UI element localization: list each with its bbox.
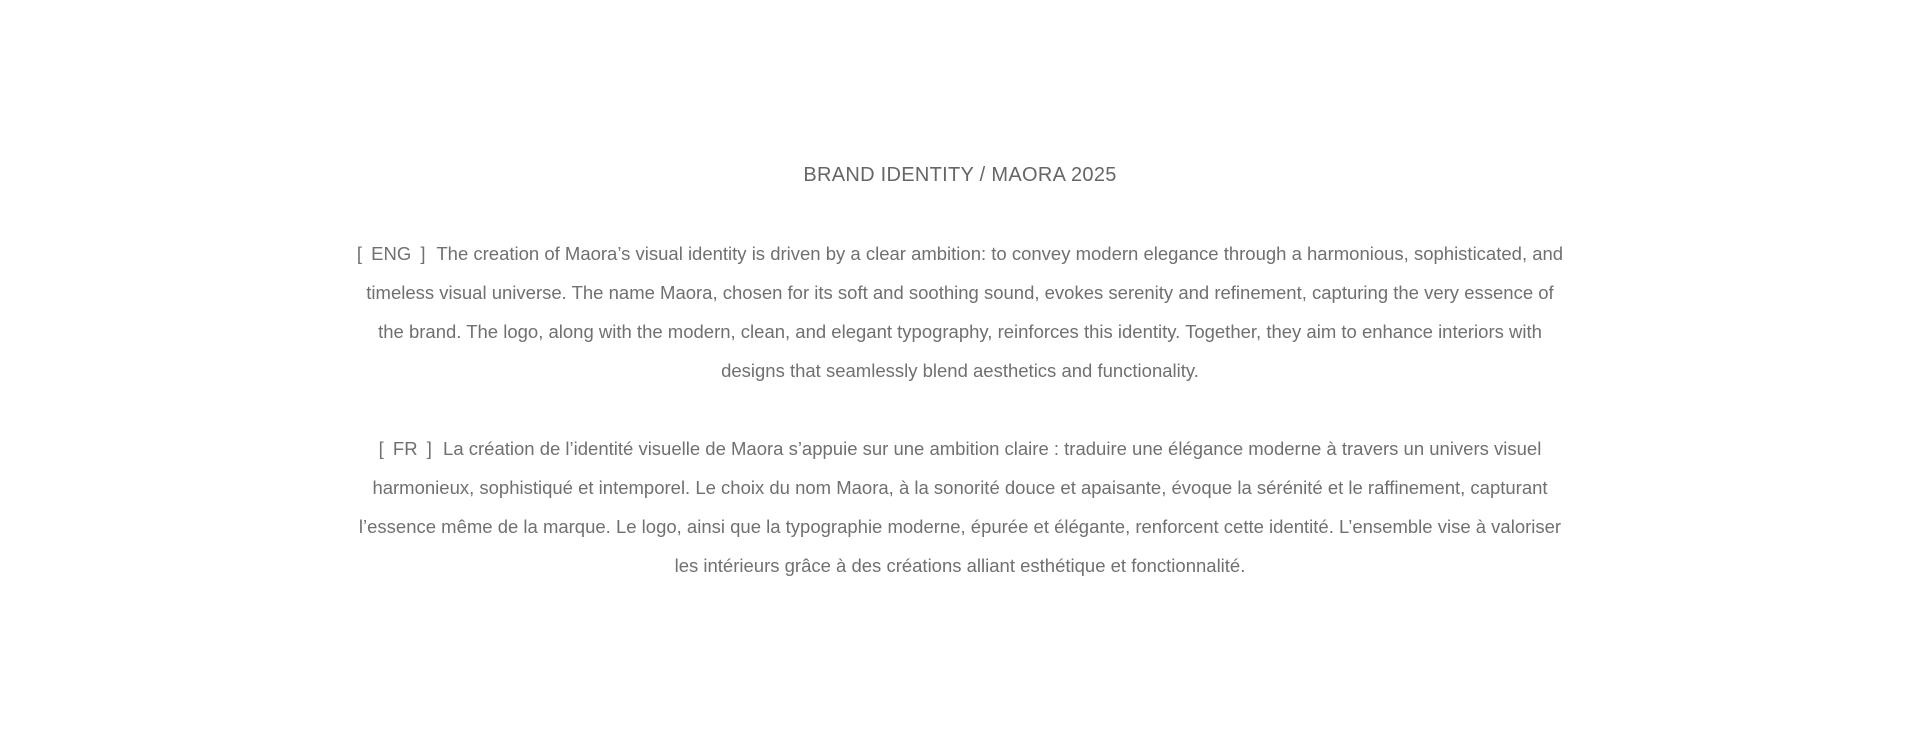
french-description <box>355 429 1565 585</box>
language-tag-fr: [ FR ] <box>378 438 432 459</box>
language-tag-eng: [ ENG ] <box>356 243 426 264</box>
english-description <box>355 234 1565 390</box>
english-description-text: The creation of Maora’s visual identity is driven by a clear ambition: to convey modern elegance through a harmonious, sophisticated, and timeless visual universe. The name Maora, chosen for its soft and soothing sound, evokes serenity and refinement, capturing the very essence of the brand. The logo, along with the modern, clean, and elegant typography, reinforces this identity. Together, they aim to enhance interiors with designs that seamlessly blend aesthetics and functionality. <box>366 243 1564 381</box>
page-title: BRAND IDENTITY / MAORA 2025 <box>803 164 1117 186</box>
french-description-text: La création de l’identité visuelle de Maora s’appuie sur une ambition claire : traduire une élégance moderne à travers un univers visuel harmonieux, sophistiqué et intemporel. Le choix du nom Maora, à la sonorité douce et apaisante, évoque la sérénité et le raffinement, capturant l’essence même de la marque. Le logo, ainsi que la typographie moderne, épurée et élégante, renforcent cette identité. L’ensemble vise à valoriser les intérieurs grâce à des créations alliant esthétique et fonctionnalité. <box>358 438 1562 576</box>
